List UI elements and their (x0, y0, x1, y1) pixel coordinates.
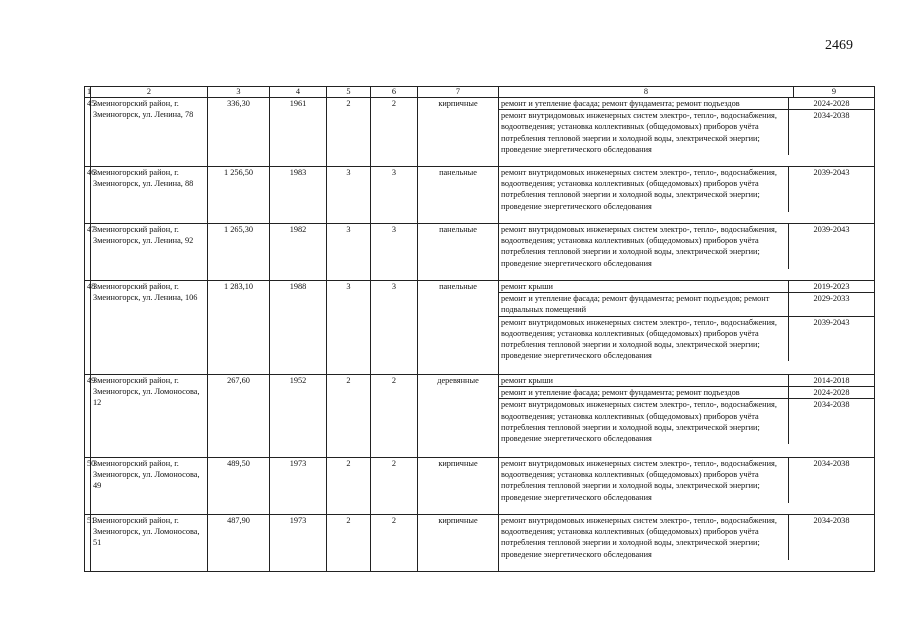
year-cell: 1973 (270, 458, 327, 515)
year-cell: 1952 (270, 375, 327, 458)
header-col-9: 9 (794, 87, 875, 98)
work-item (499, 224, 874, 269)
work-item (499, 293, 874, 316)
work-item (499, 316, 874, 361)
table-row (85, 458, 875, 515)
work-period: 2039-2043 (789, 224, 875, 269)
work-item (499, 387, 874, 399)
header-col-4: 4 (270, 87, 327, 98)
year-cell: 1983 (270, 167, 327, 224)
work-period: 2034-2038 (789, 399, 875, 444)
address-cell: Змеиногорский район, г. Змеиногорск, ул. Ленина, 88 (91, 167, 208, 224)
address-cell: Змеиногорский район, г. Змеиногорск, ул. Ломоносова, 51 (91, 515, 208, 572)
header-col-5: 5 (327, 87, 371, 98)
table-row (85, 281, 875, 375)
work-period: 2034-2038 (789, 458, 875, 503)
works-list (499, 515, 874, 560)
works-cell (499, 98, 875, 167)
work-description: ремонт внутридомовых инженерных систем электро-, тепло-, водоснабжения, водоотведения; установка коллективных (общедомовых) приборов учёта потребления тепловой энергии и холодной воды, электрической энергии; проведение энергетического обследования (501, 516, 777, 559)
wall-material-cell: панельные (418, 281, 499, 375)
entrances-cell: 2 (371, 458, 418, 515)
floors-cell: 2 (327, 98, 371, 167)
entrances-cell: 3 (371, 224, 418, 281)
table-body (85, 98, 875, 572)
wall-material-cell: кирпичные (418, 458, 499, 515)
header-col-8: 8 (499, 87, 794, 98)
works-cell (499, 458, 875, 515)
header-row (85, 87, 875, 98)
row-number: 47 (85, 224, 91, 281)
floors-cell: 3 (327, 281, 371, 375)
work-description: ремонт внутридомовых инженерных систем электро-, тепло-, водоснабжения, водоотведения; установка коллективных (общедомовых) приборов учёта потребления тепловой энергии и холодной воды, электрической энергии; проведение энергетического обследования (501, 400, 777, 444)
work-item (499, 98, 874, 110)
header-col-6: 6 (371, 87, 418, 98)
floors-cell: 2 (327, 375, 371, 458)
row-number: 50 (85, 458, 91, 515)
table-row (85, 98, 875, 167)
wall-material-cell: кирпичные (418, 515, 499, 572)
work-period: 2029-2033 (789, 293, 875, 316)
table-row (85, 515, 875, 572)
work-description: ремонт и утепление фасада; ремонт фундамента; ремонт подъездов (499, 387, 789, 399)
work-description: ремонт внутридомовых инженерных систем электро-, тепло-, водоснабжения, водоотведения; установка коллективных (общедомовых) приборов учёта потребления тепловой энергии и холодной воды, электрической энергии; проведение энергетического обследования (501, 168, 777, 211)
area-cell: 1 265,30 (208, 224, 270, 281)
year-cell: 1973 (270, 515, 327, 572)
entrances-cell: 3 (371, 167, 418, 224)
year-cell: 1988 (270, 281, 327, 375)
work-item (499, 167, 874, 212)
floors-cell: 2 (327, 515, 371, 572)
work-description: ремонт крыши (499, 375, 789, 387)
area-cell: 489,50 (208, 458, 270, 515)
work-item (499, 399, 874, 444)
work-description: ремонт внутридомовых инженерных систем электро-, тепло-, водоснабжения, водоотведения; установка коллективных (общедомовых) приборов учёта потребления тепловой энергии и холодной воды, электрической энергии; проведение энергетического обследования (501, 111, 777, 154)
area-cell: 267,60 (208, 375, 270, 458)
works-cell (499, 515, 875, 572)
entrances-cell: 2 (371, 515, 418, 572)
floors-cell: 2 (327, 458, 371, 515)
area-cell: 1 256,50 (208, 167, 270, 224)
work-period: 2024-2028 (789, 387, 875, 399)
address-cell: Змеиногорский район, г. Змеиногорск, ул. Ленина, 106 (91, 281, 208, 375)
work-description: ремонт внутридомовых инженерных систем электро-, тепло-, водоснабжения, водоотведения; установка коллективных (общедомовых) приборов учёта потребления тепловой энергии и холодной воды, электрической энергии; проведение энергетического обследования (501, 459, 777, 502)
header-col-2: 2 (91, 87, 208, 98)
works-cell (499, 375, 875, 458)
works-list (499, 98, 874, 155)
wall-material-cell: панельные (418, 224, 499, 281)
area-cell: 1 283,10 (208, 281, 270, 375)
row-number: 51 (85, 515, 91, 572)
floors-cell: 3 (327, 224, 371, 281)
work-item (499, 458, 874, 503)
works-cell (499, 281, 875, 375)
year-cell: 1961 (270, 98, 327, 167)
repair-schedule-table-container (84, 86, 850, 572)
work-period: 2024-2028 (789, 98, 875, 110)
work-description: ремонт и утепление фасада; ремонт фундамента; ремонт подъездов; ремонт подвальных помещений (499, 293, 789, 316)
works-list (499, 375, 874, 444)
row-number: 48 (85, 281, 91, 375)
entrances-cell: 3 (371, 281, 418, 375)
work-description: ремонт внутридомовых инженерных систем электро-, тепло-, водоснабжения, водоотведения; установка коллективных (общедомовых) приборов учёта потребления тепловой энергии и холодной воды, электрической энергии; проведение энергетического обследования (501, 225, 777, 268)
table-row (85, 224, 875, 281)
work-item (499, 515, 874, 560)
work-item (499, 375, 874, 387)
area-cell: 487,90 (208, 515, 270, 572)
header-col-7: 7 (418, 87, 499, 98)
work-period: 2034-2038 (789, 110, 875, 155)
entrances-cell: 2 (371, 375, 418, 458)
wall-material-cell: панельные (418, 167, 499, 224)
works-cell (499, 167, 875, 224)
works-list (499, 458, 874, 503)
works-cell (499, 224, 875, 281)
table-row (85, 375, 875, 458)
wall-material-cell: деревянные (418, 375, 499, 458)
address-cell: Змеиногорский район, г. Змеиногорск, ул. Ломоносова, 49 (91, 458, 208, 515)
work-description: ремонт внутридомовых инженерных систем электро-, тепло-, водоснабжения, водоотведения; установка коллективных (общедомовых) приборов учёта потребления тепловой энергии и холодной воды, электрической энергии; проведение энергетического обследования (501, 317, 777, 361)
address-cell: Змеиногорский район, г. Змеиногорск, ул. Ломоносова, 12 (91, 375, 208, 458)
work-period: 2019-2023 (789, 281, 875, 293)
work-period: 2014-2018 (789, 375, 875, 387)
address-cell: Змеиногорский район, г. Змеиногорск, ул. Ленина, 78 (91, 98, 208, 167)
work-period: 2039-2043 (789, 167, 875, 212)
row-number: 46 (85, 167, 91, 224)
work-period: 2039-2043 (789, 316, 875, 361)
address-cell: Змеиногорский район, г. Змеиногорск, ул. Ленина, 92 (91, 224, 208, 281)
work-description: ремонт и утепление фасада; ремонт фундамента; ремонт подъездов (499, 98, 789, 110)
works-list (499, 281, 874, 361)
row-number: 45 (85, 98, 91, 167)
table-row (85, 167, 875, 224)
works-list (499, 224, 874, 269)
works-list (499, 167, 874, 212)
work-item (499, 281, 874, 293)
page-number: 2469 (825, 38, 853, 53)
work-item (499, 110, 874, 155)
repair-schedule-table (84, 86, 875, 572)
wall-material-cell: кирпичные (418, 98, 499, 167)
year-cell: 1982 (270, 224, 327, 281)
work-description: ремонт крыши (499, 281, 789, 293)
work-period: 2034-2038 (789, 515, 875, 560)
entrances-cell: 2 (371, 98, 418, 167)
area-cell: 336,30 (208, 98, 270, 167)
header-col-3: 3 (208, 87, 270, 98)
floors-cell: 3 (327, 167, 371, 224)
header-col-1: 1 (85, 87, 91, 98)
row-number: 49 (85, 375, 91, 458)
